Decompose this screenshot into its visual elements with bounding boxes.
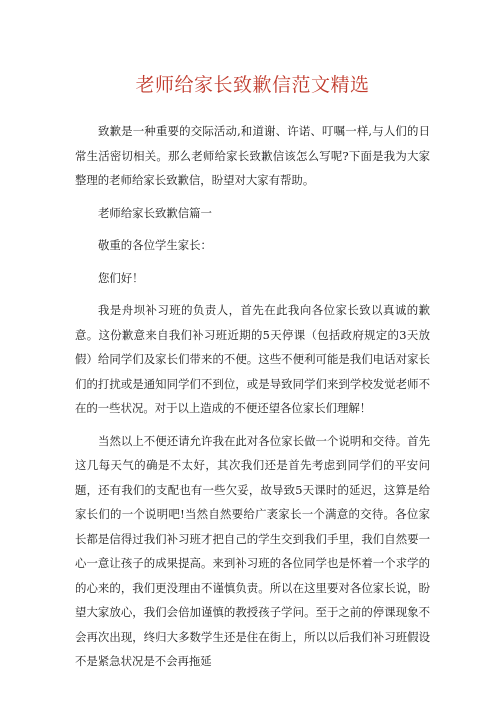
- letter-heading: 老师给家长致歉信篇一: [98, 205, 212, 220]
- intro-paragraph: 致歉是一种重要的交际活动,和道谢、许诺、叮嘱一样,与人们的日常生活密切相关。那么老师给家长致歉信该怎么写呢?下面是我为大家整理的老师给家长致歉信，盼望对大家有帮助。: [75, 124, 430, 187]
- document-title: 老师给家长致歉信范文精选: [135, 74, 370, 96]
- body-paragraph-explanation: 当然以上不便还请允许我在此对各位家长做一个说明和交待。首先这几每天气的确是不太好，其次我们还是首先考虑到同学们的平安问题，还有我们的支配也有一些欠妥，故导致5天课时的延迟，这算是给家长们的一个说明吧!当然自然要给广袤家长一个满意的交待。各位家长都是信得过我们补习班才把自己的学生交到我们手里，我们自然要一心一意让孩子的成果提高。来到补习班的各位同学也是怀着一个求学的的心来的，我们更没理由不谨慎负责。所以在这里要对各位家长说，盼望大家放心，我们会倍加谨慎的教授孩子学问。至于之前的停课现象不会再次出现，终归大多数学生还是住在街上，所以以后我们补习班假设不是紧急状况是不会再拖延: [75, 433, 430, 668]
- document-page: [75, 72, 430, 674]
- letter-greeting: 您们好！: [98, 270, 144, 285]
- letter-salutation: 敬重的各位学生家长：: [98, 238, 212, 252]
- body-paragraph-apology: 我是舟坝补习班的负责人，首先在此我向各位家长致以真诚的歉意。这份歉意来自我们补习班近期的5天停课（包括政府规定的3天放假）给同学们及家长们带来的不便。这些不便利可能是我们电话对家长们的打扰或是通知同学们不到位，或是导致同学们来到学校发觉老师不在的一些状况。对于以上造成的不便还望各位家长们理解！: [75, 303, 430, 415]
